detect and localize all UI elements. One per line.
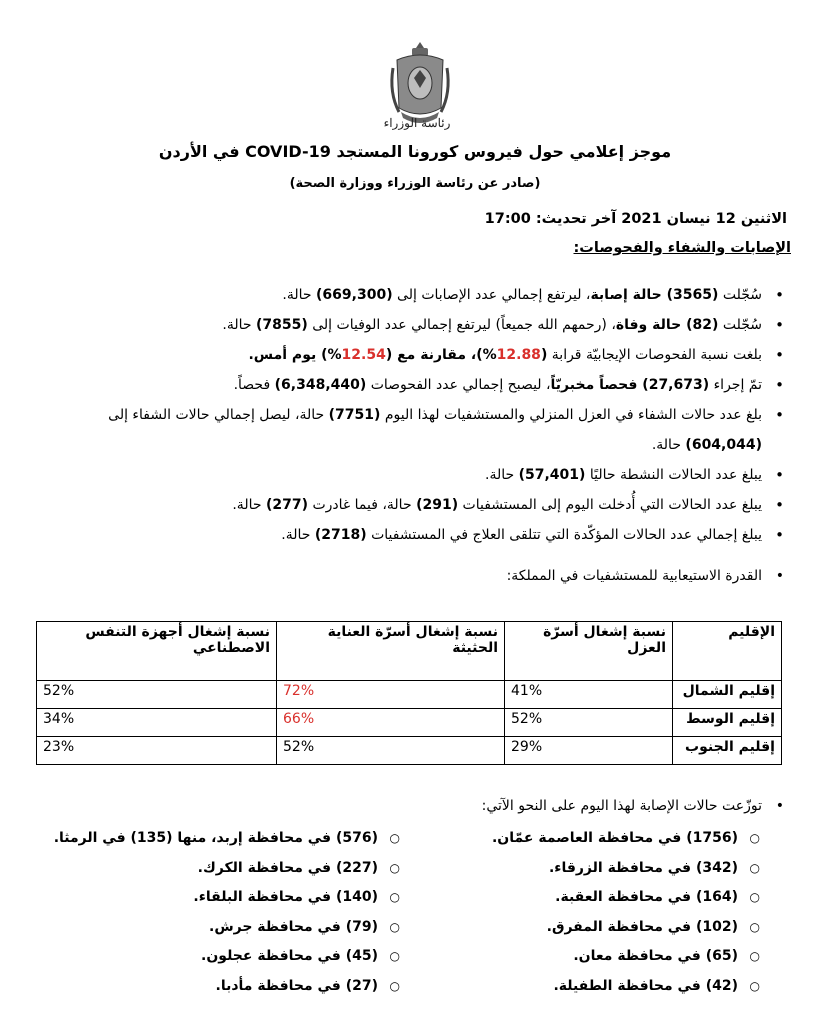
distribution-list-left bbox=[22, 824, 402, 1001]
ventilator-cell: 52% bbox=[37, 681, 277, 709]
header-region: الإقليم bbox=[673, 622, 782, 681]
icu-cell: 52% bbox=[277, 737, 505, 765]
report-date: الاثنين 12 نيسان 2021 آخر تحديث: 17:00 bbox=[484, 211, 787, 227]
list-item: • بلغت نسبة الفحوصات الإيجابيّة قرابة (12.88%)، مقارنة مع (12.54%) يوم أمس. bbox=[30, 340, 790, 370]
list-item: • بلغ عدد حالات الشفاء في العزل المنزلي والمستشفيات لهذا اليوم (7751) حالة، ليصل إجمالي حالات الشفاء إلى (604,044) حالة. bbox=[30, 400, 790, 460]
isolation-cell: 41% bbox=[505, 681, 673, 709]
list-item: ○ (42) في محافظة الطفيلة. bbox=[432, 972, 762, 1002]
region-cell: إقليم الشمال bbox=[673, 681, 782, 709]
list-item: ○ (102) في محافظة المفرق. bbox=[432, 913, 762, 943]
list-item: ○ (45) في محافظة عجلون. bbox=[22, 942, 402, 972]
list-item: ○ (164) في محافظة العقبة. bbox=[432, 883, 762, 913]
header-ventilator: نسبة إشغال أجهزة التنفس الاصطناعي bbox=[37, 622, 277, 681]
table-row bbox=[37, 681, 782, 709]
list-item: ○ (79) في محافظة جرش. bbox=[22, 913, 402, 943]
distribution-list-right bbox=[432, 824, 762, 1001]
list-item: • يبلغ عدد الحالات النشطة حاليًا (57,401) حالة. bbox=[30, 460, 790, 490]
section-title: الإصابات والشفاء والفحوصات: bbox=[573, 240, 791, 256]
page-subtitle: (صادر عن رئاسة الوزراء ووزارة الصحة) bbox=[289, 176, 541, 191]
capacity-title: • القدرة الاستيعابية للمستشفيات في المملكة: bbox=[507, 568, 790, 584]
list-item: ○ (1756) في محافظة العاصمة عمّان. bbox=[432, 824, 762, 854]
hospital-capacity-table bbox=[36, 621, 782, 765]
seal-caption: رئاسة الوزراء bbox=[383, 116, 451, 130]
list-item: • سُجّلت (3565) حالة إصابة، ليرتفع إجمالي عدد الإصابات إلى (669,300) حالة. bbox=[30, 280, 790, 310]
isolation-cell: 29% bbox=[505, 737, 673, 765]
list-item: ○ (342) في محافظة الزرقاء. bbox=[432, 854, 762, 884]
list-item: • سُجّلت (82) حالة وفاة، (رحمهم الله جميعاً) ليرتفع إجمالي عدد الوفيات إلى (7855) حالة. bbox=[30, 310, 790, 340]
ventilator-cell: 23% bbox=[37, 737, 277, 765]
region-cell: إقليم الوسط bbox=[673, 709, 782, 737]
region-cell: إقليم الجنوب bbox=[673, 737, 782, 765]
icu-cell: 72% bbox=[277, 681, 505, 709]
isolation-cell: 52% bbox=[505, 709, 673, 737]
table-header-row bbox=[37, 622, 782, 681]
summary-bullets bbox=[30, 280, 790, 550]
list-item: ○ (227) في محافظة الكرك. bbox=[22, 854, 402, 884]
list-item: ○ (27) في محافظة مأدبا. bbox=[22, 972, 402, 1002]
list-item: • يبلغ إجمالي عدد الحالات المؤكّدة التي تتلقى العلاج في المستشفيات (2718) حالة. bbox=[30, 520, 790, 550]
list-item: • تمّ إجراء (27,673) فحصاً مخبريّاً، ليصبح إجمالي عدد الفحوصات (6,348,440) فحصاً. bbox=[30, 370, 790, 400]
list-item: • يبلغ عدد الحالات التي أُدخلت اليوم إلى المستشفيات (291) حالة، فيما غادرت (277) حالة. bbox=[30, 490, 790, 520]
header-icu: نسبة إشغال أسرّة العناية الحثيثة bbox=[277, 622, 505, 681]
list-item: ○ (65) في محافظة معان. bbox=[432, 942, 762, 972]
header-isolation: نسبة إشغال أسرّة العزل bbox=[505, 622, 673, 681]
distribution-intro: • توزّعت حالات الإصابة لهذا اليوم على النحو الآتي: bbox=[482, 798, 790, 814]
table-row bbox=[37, 737, 782, 765]
table-row bbox=[37, 709, 782, 737]
icu-cell: 66% bbox=[277, 709, 505, 737]
list-item: ○ (576) في محافظة إربد، منها (135) في الرمثا. bbox=[22, 824, 402, 854]
list-item: ○ (140) في محافظة البلقاء. bbox=[22, 883, 402, 913]
page-title: موجز إعلامي حول فيروس كورونا المستجد COVID-19 في الأردن bbox=[158, 142, 672, 161]
ventilator-cell: 34% bbox=[37, 709, 277, 737]
